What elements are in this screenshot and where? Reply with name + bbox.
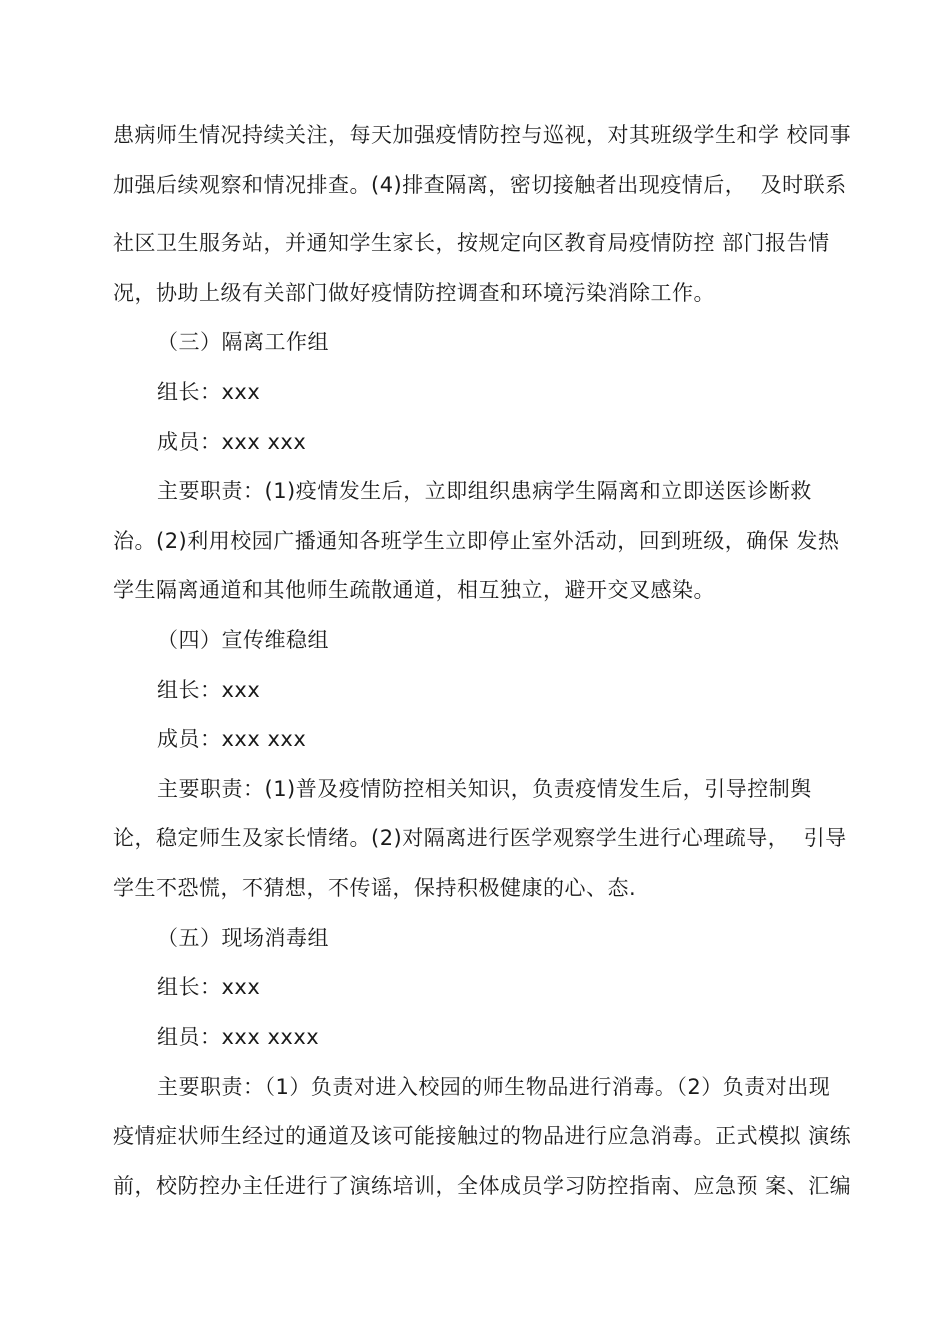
section-heading: （五）现场消毒组 [157,926,329,950]
team-leader: 组长：xxx [157,678,261,702]
paragraph-line: 况，协助上级有关部门做好疫情防控调查和环境污染消除工作。 [113,281,715,305]
section-heading: （三）隔离工作组 [157,330,329,354]
paragraph-line: 学生隔离通道和其他师生疏散通道，相互独立，避开交叉感染。 [113,578,715,602]
team-leader: 组长：xxx [157,380,261,404]
team-leader: 组长：xxx [157,975,261,999]
paragraph-line: 主要职责：(1)疫情发生后，立即组织患病学生隔离和立即送医诊断救 [157,479,812,503]
team-members: 成员：xxx xxx [157,430,307,454]
team-members: 组员：xxx xxxx [157,1025,320,1049]
paragraph-line: 患病师生情况持续关注，每天加强疫情防控与巡视，对其班级学生和学 校同事 [113,123,852,147]
paragraph-line: 学生不恐慌，不猜想，不传谣，保持积极健康的心、态. [113,876,637,900]
team-members: 成员：xxx xxx [157,727,307,751]
paragraph-line: 前，校防控办主任进行了演练培训，全体成员学习防控指南、应急预 案、汇编 [113,1174,852,1198]
paragraph-line: 加强后续观察和情况排查。(4)排查隔离，密切接触者出现疫情后， 及时联系 [113,173,847,197]
paragraph-line: 论，稳定师生及家长情绪。(2)对隔离进行医学观察学生进行心理疏导， 引导 [113,826,847,850]
paragraph-line: 疫情症状师生经过的通道及该可能接触过的物品进行应急消毒。正式模拟 演练 [113,1124,852,1148]
section-heading: （四）宣传维稳组 [157,628,329,652]
paragraph-line: 主要职责：(1)普及疫情防控相关知识，负责疫情发生后，引导控制舆 [157,777,812,801]
paragraph-line: 社区卫生服务站，并通知学生家长，按规定向区教育局疫情防控 部门报告情 [113,231,830,255]
paragraph-line: 治。(2)利用校园广播通知各班学生立即停止室外活动，回到班级，确保 发热 [113,529,840,553]
paragraph-line: 主要职责：（1）负责对进入校园的师生物品进行消毒。（2）负责对出现 [157,1075,831,1099]
